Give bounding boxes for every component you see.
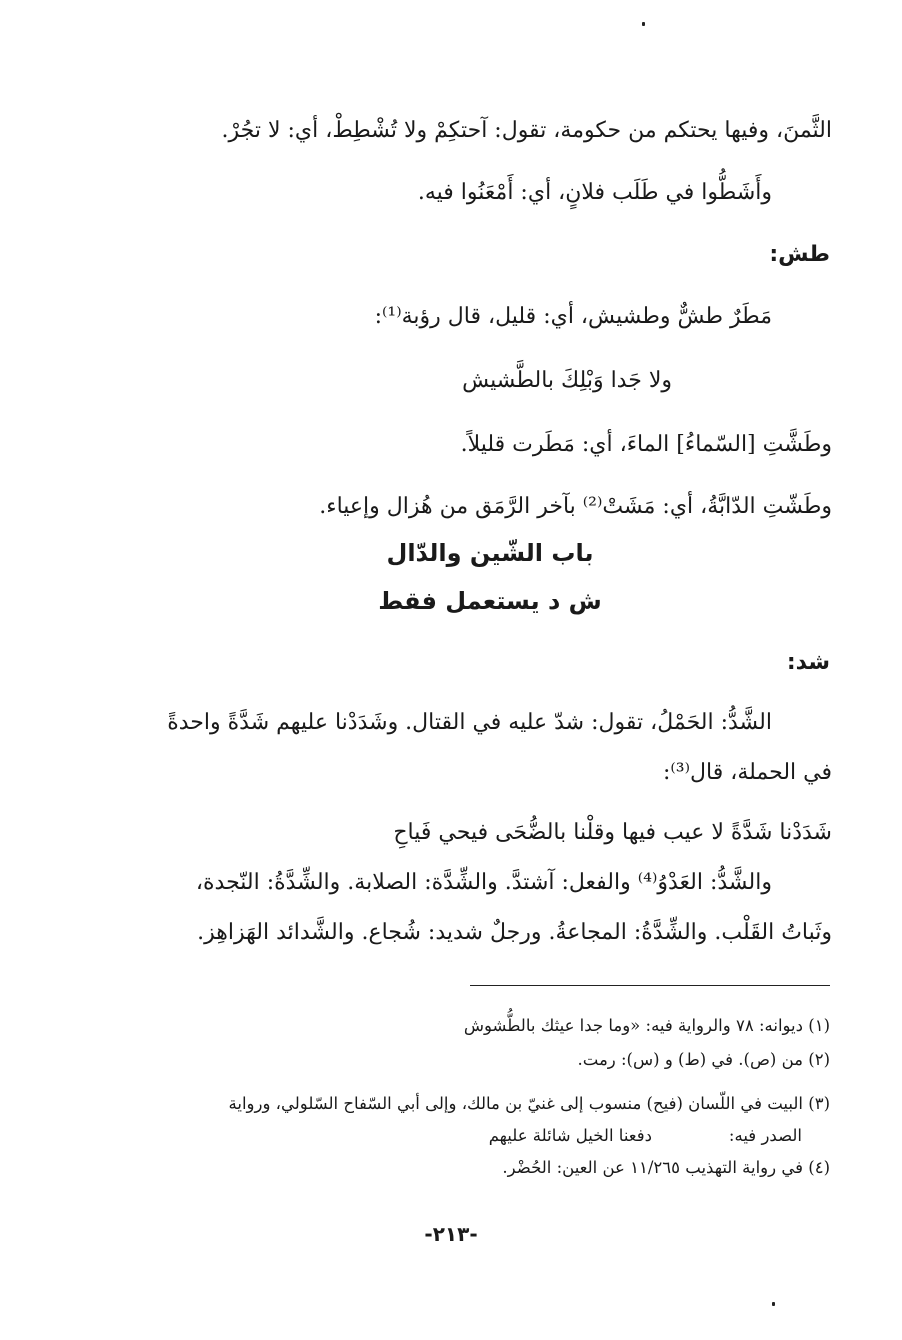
body-line: في الحملة، قال⁽³⁾: <box>662 760 832 785</box>
page-number: -٢١٣- <box>424 1222 478 1246</box>
verse-line: ولا جَدا وَبْلِكَ بالطَّشيش <box>462 368 672 393</box>
body-line: وثَباتُ القَلْب. والشِّدَّةُ: المجاعةُ. ورجلٌ شديد: شُجاع. والشَّدائد الهَزاهِز. <box>197 920 832 945</box>
footnote-separator <box>470 985 830 986</box>
footnote: (١) ديوانه: ٧٨ والرواية فيه: «وما جدا عيثك بالطُّشوش <box>463 1016 830 1035</box>
body-line: والشَّدُّ: العَدْوُ⁽⁴⁾ والفعل: آشتدَّ. والشِّدَّة: الصلابة. والشِّدَّةُ: النّجدة، <box>195 870 772 895</box>
body-line: الثَّمنَ، وفيها يحتكم من حكومة، تقول: آحتكِمْ ولا تُشْطِطْ، أي: لا تجُرْ. <box>221 118 832 143</box>
verse-line: شَدَدْنا شَدَّةً لا عيب فيها وقلْنا بالضُّحَى فيحي فَياحِ <box>393 820 832 845</box>
footnote: (٢) من (ص). في (ط) و (س): رمت. <box>577 1050 830 1069</box>
body-line: الشَّدُّ: الحَمْلُ، تقول: شدّ عليه في القتال. وشَدَدْنا عليهم شَدَّةً واحدةً <box>167 710 772 735</box>
entry-heading: طش: <box>769 242 830 267</box>
footnote-verse: دفعنا الخيل شائلة عليهم <box>488 1126 652 1145</box>
chapter-title: باب الشّين والدّال <box>386 539 594 567</box>
body-line: مَطَرٌ طشٌّ وطشيش، أي: قليل، قال رؤبة⁽¹⁾: <box>374 304 772 329</box>
chapter-subtitle: ش د يستعمل فقط <box>378 587 602 615</box>
footnote-continuation: الصدر فيه: <box>728 1126 802 1145</box>
entry-heading: شد: <box>786 650 830 675</box>
footnote: (٤) في رواية التهذيب ١١/٢٦٥ عن العين: الحُضْر. <box>502 1158 830 1177</box>
scan-speck <box>772 1302 775 1306</box>
body-line: وأَشَطُّوا في طَلَب فلانٍ، أي: أَمْعَنُوا فيه. <box>417 180 772 205</box>
body-line: وطَشّتِ الدّابَّةُ، أي: مَشَتْ⁽²⁾ بآخر الرَّمَق من هُزال وإعياء. <box>319 494 832 519</box>
footnote: (٣) البيت في اللّسان (فيح) منسوب إلى غنيّ بن مالك، وإلى أبي السّفاح السّلولي، ورواية <box>228 1094 830 1113</box>
scan-speck <box>642 22 645 26</box>
body-line: وطَشَّتِ [السّماءُ] الماءَ، أي: مَطَرت قليلاً. <box>460 432 832 457</box>
